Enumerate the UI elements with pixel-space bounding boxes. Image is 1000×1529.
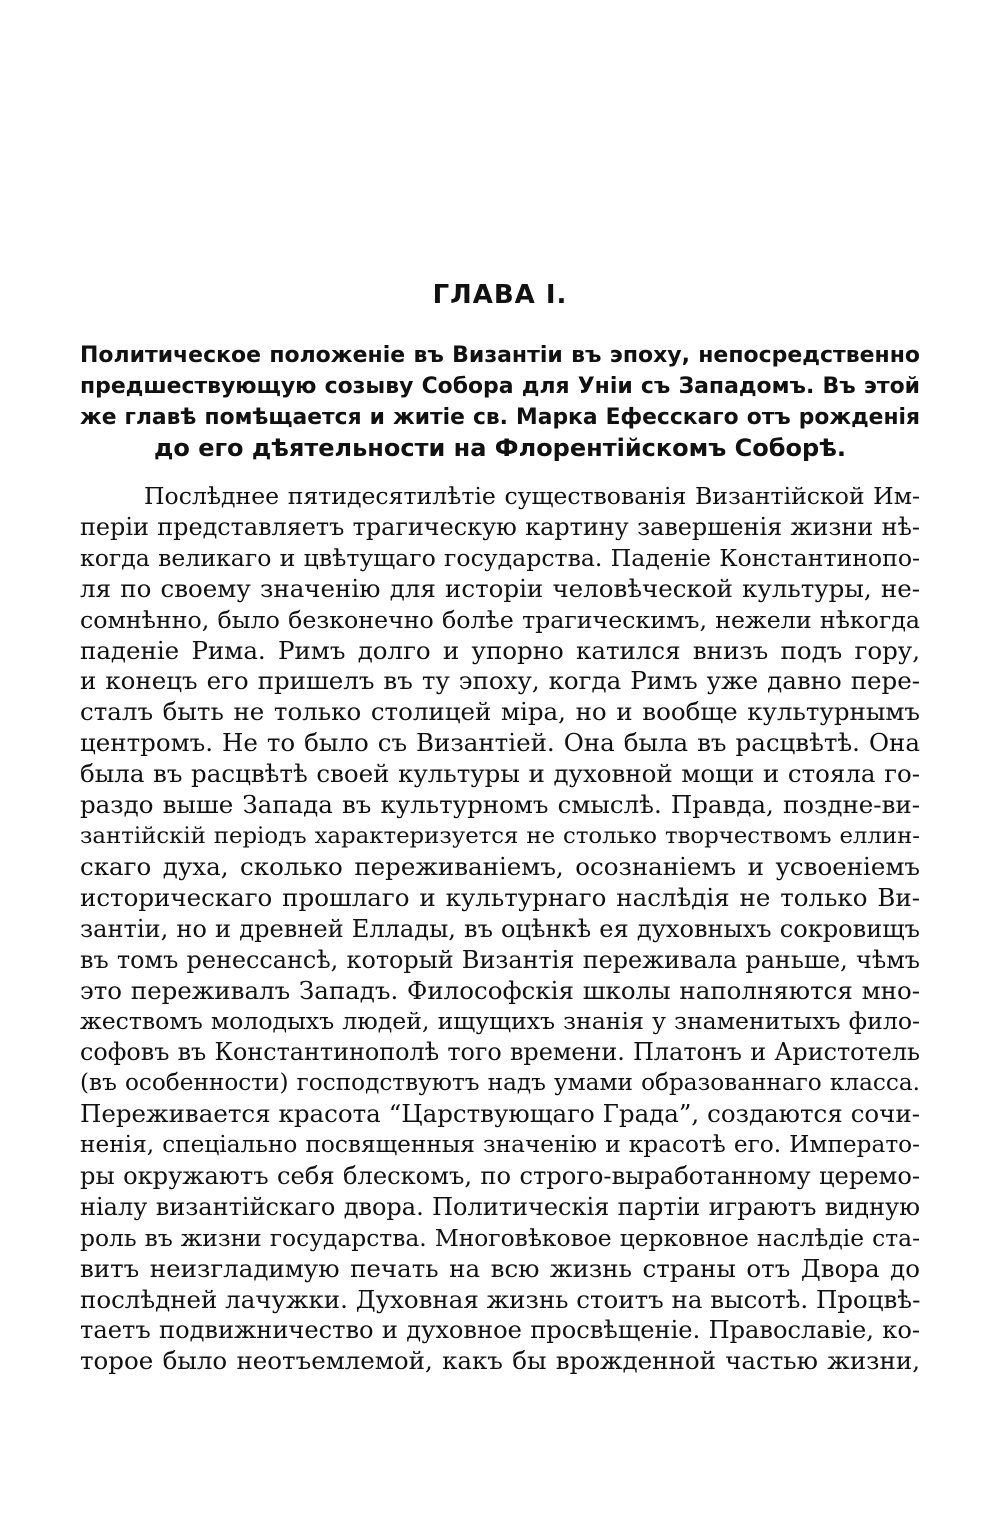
body-line: зантіи, но и древней Еллады, въ оцѣнкѣ ея духовныхъ сокровищъ [80,914,920,943]
body-line: раздо выше Запада въ культурномъ смыслѣ. Правда, поздне-ви- [80,790,920,820]
body-line: ля по своему значенію для исторіи человѣческой культуры, не- [80,573,920,603]
body-line: послѣдней лачужки. Духовная жизнь стоитъ на высотѣ. Процвѣ- [80,1284,921,1314]
body-line: сомнѣнно, было безконечно болѣе трагическимъ, нежели нѣкогда [80,605,920,634]
body-line: таетъ подвижничество и духовное просвѣщеніе. Православіе, ко- [80,1316,920,1345]
body-line: сталъ быть не только столицей міра, но и вообще культурнымъ [80,697,920,727]
chapter-title: ГЛАВА I. [432,280,568,310]
body-line: ненія, спеціально посвященныя значенію и красотѣ его. Императо- [80,1131,920,1159]
body-line: ры окружаютъ себя блескомъ, по строго-выработанному церемо- [80,1161,920,1190]
body-line: центромъ. Не то было съ Византіей. Она была въ расцвѣтѣ. Она [80,728,920,758]
body-line: паденіе Рима. Римъ долго и упорно катился внизъ подъ гору, [80,635,920,665]
body-line: (въ особенности) господствуютъ надъ умами образованнаго класса. [80,1070,920,1097]
body-line: когда великаго и цвѣтущаго государства. Паденіе Константинопо- [80,543,920,572]
body-line: и конецъ его пришелъ въ ту эпоху, когда Римъ уже давно пере- [80,666,920,696]
body-line: историческаго прошлаго и культурнаго наслѣдія не только Ви- [80,882,920,912]
summary-line: предшествующую созыву Собора для Уніи съ Западомъ. Въ этой [80,374,920,399]
body-line: скаго духа, сколько переживаніемъ, осознаніемъ и усвоеніемъ [80,851,920,881]
body-line: софовъ въ Константинополѣ того времени. Платонъ и Аристотель [80,1038,920,1067]
body-line: была въ расцвѣтѣ своей культуры и духовной мощи и стояла го- [80,759,920,789]
summary-line: до его дѣятельности на Флорентійскомъ Соборѣ. [154,434,846,462]
summary-line: же главѣ помѣщается и житіе св. Марка Ефесскаго отъ рожденія [80,405,920,430]
body-line: жествомъ молодыхъ людей, ищущихъ знанія у знаменитыхъ фило- [80,1007,920,1036]
body-line: торое было неотъемлемой, какъ бы врожденной частью жизни, [80,1346,920,1376]
summary-line: Политическое положеніе въ Византіи въ эпоху, непосредственно [80,343,920,368]
body-line: Послѣднее пятидесятилѣтіе существованія Византійской Им- [144,482,920,510]
chapter-summary [80,340,920,464]
body-paragraph [80,481,920,1377]
body-line: періи представляетъ трагическую картину завершенія жизни нѣ- [80,512,920,541]
body-line: витъ неизгладимую печать на всю жизнь страны отъ Двора до [80,1253,920,1283]
body-line: зантійскій періодъ характеризуется не столько творчествомъ еллин- [80,822,920,849]
body-line: въ томъ ренессансѣ, который Византія переживала раньше, чѣмъ [80,945,920,974]
body-line: это переживалъ Западъ. Философскія школы наполняются мно- [80,975,920,1005]
body-line: роль въ жизни государства. Многовѣковое церковное наслѣдіе ста- [80,1223,920,1252]
body-line: ніалу византійскаго двора. Политическія партіи играютъ видную [80,1192,920,1221]
body-line: Переживается красота “Царствующаго Града”, создаются сочи- [80,1099,920,1129]
